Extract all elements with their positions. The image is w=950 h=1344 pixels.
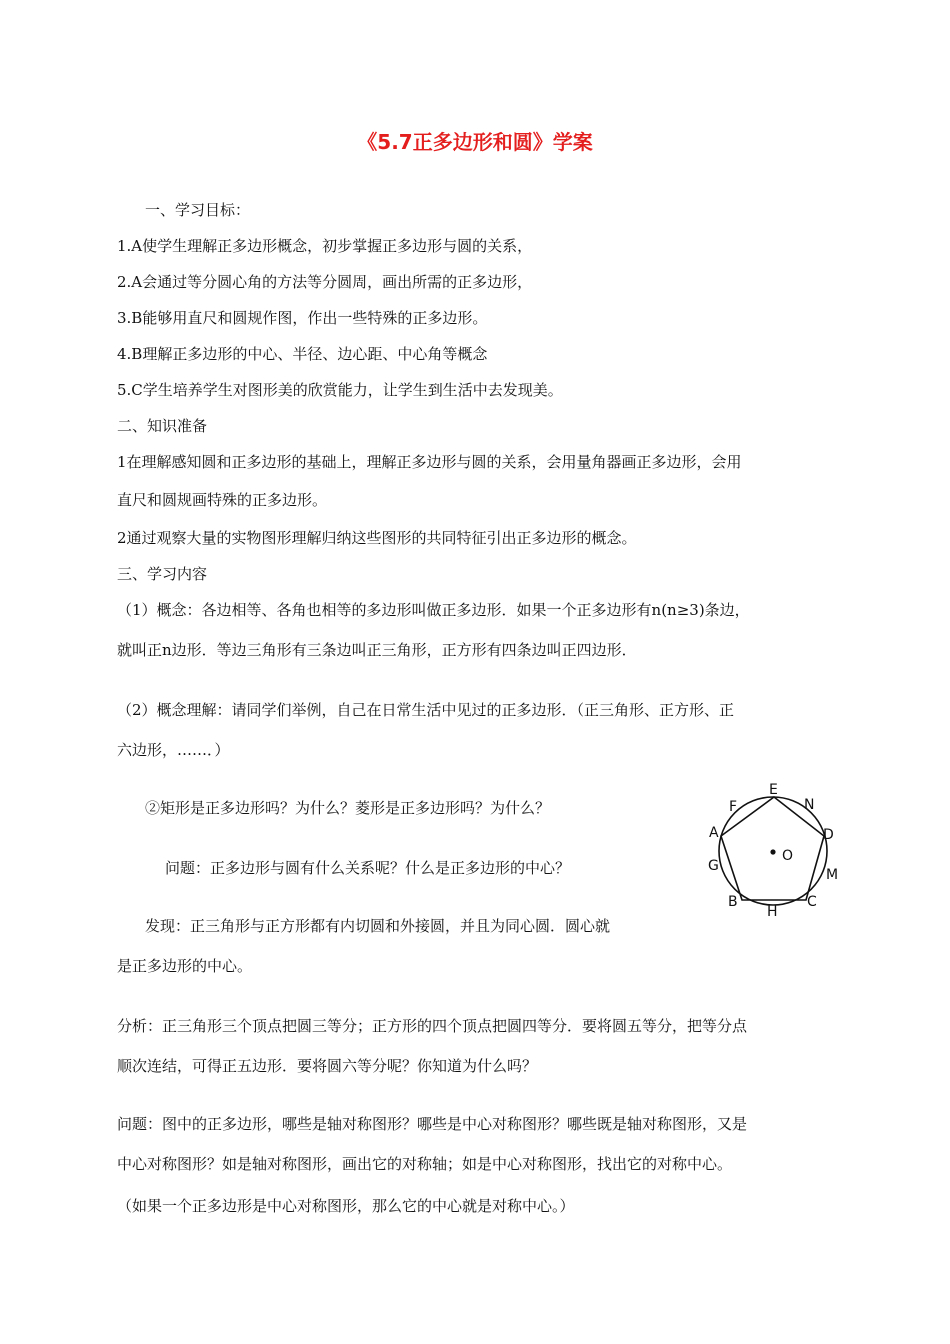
goal-2: 2.A会通过等分圆心角的方法等分圆周，画出所需的正多边形， [117, 273, 533, 291]
label-m: M [826, 867, 839, 883]
goal-1: 1.A使学生理解正多边形概念，初步掌握正多边形与圆的关系， [117, 237, 533, 255]
finding-line-2: 是正多边形的中心。 [117, 957, 253, 975]
finding-line-1: 发现：正三角形与正方形都有内切圆和外接圆，并且为同心圆．圆心就 [145, 917, 611, 935]
analysis-line-1: 分析：正三角形三个顶点把圆三等分；正方形的四个顶点把圆四等分．要将圆五等分，把等分点 [117, 1017, 748, 1035]
goal-3: 3.B能够用直尺和圆规作图，作出一些特殊的正多边形。 [117, 309, 488, 327]
label-b: B [728, 894, 738, 910]
question-rect-rhombus: ②矩形是正多边形吗？为什么？菱形是正多边形吗？为什么？ [145, 799, 551, 817]
prep-1-line-2: 直尺和圆规画特殊的正多边形。 [117, 491, 328, 509]
understanding-line-1: （2）概念理解：请同学们举例，自己在日常生活中见过的正多边形．（正三角形、正方形、正 [117, 701, 735, 719]
goal-4: 4.B理解正多边形的中心、半径、边心距、中心角等概念 [117, 345, 488, 363]
center-point-o [770, 849, 775, 854]
section-1-heading: 一、学习目标： [145, 201, 251, 219]
label-n: N [804, 797, 815, 813]
polygon-circle-figure [700, 778, 850, 918]
page-title: 《5.7正多边形和圆》学案 [357, 130, 593, 154]
goal-5: 5.C学生培养学生对图形美的欣赏能力，让学生到生活中去发现美。 [117, 381, 563, 399]
question-center: 问题：正多边形与圆有什么关系呢？什么是正多边形的中心？ [165, 859, 571, 877]
label-h: H [767, 904, 778, 918]
label-e: E [769, 782, 778, 798]
label-f: F [729, 799, 738, 815]
prep-1-line-1: 1在理解感知圆和正多边形的基础上，理解正多边形与圆的关系，会用量角器画正多边形，会用 [117, 453, 742, 471]
concept-line-1: （1）概念：各边相等、各角也相等的多边形叫做正多边形．如果一个正多边形有n(n≥3)条边， [117, 601, 750, 619]
label-c: C [807, 894, 817, 910]
section-2-heading: 二、知识准备 [117, 417, 208, 435]
concept-line-2: 就叫正n边形．等边三角形有三条边叫正三角形，正方形有四条边叫正四边形． [117, 641, 637, 659]
label-g: G [708, 858, 719, 874]
prep-2: 2通过观察大量的实物图形理解归纳这些图形的共同特征引出正多边形的概念。 [117, 529, 637, 547]
label-o: O [782, 848, 794, 864]
label-a: A [709, 825, 719, 841]
symmetry-question-line-1: 问题：图中的正多边形，哪些是轴对称图形？哪些是中心对称图形？哪些既是轴对称图形，又是 [117, 1115, 748, 1133]
label-d: D [823, 827, 834, 843]
analysis-line-2: 顺次连结，可得正五边形．要将圆六等分呢？你知道为什么吗？ [117, 1057, 538, 1075]
symmetry-note: （如果一个正多边形是中心对称图形，那么它的中心就是对称中心。） [117, 1197, 575, 1215]
understanding-line-2: 六边形，……．） [117, 741, 230, 759]
symmetry-question-line-2: 中心对称图形？如是轴对称图形，画出它的对称轴；如是中心对称图形，找出它的对称中心。 [117, 1155, 733, 1173]
section-3-heading: 三、学习内容 [117, 565, 208, 583]
